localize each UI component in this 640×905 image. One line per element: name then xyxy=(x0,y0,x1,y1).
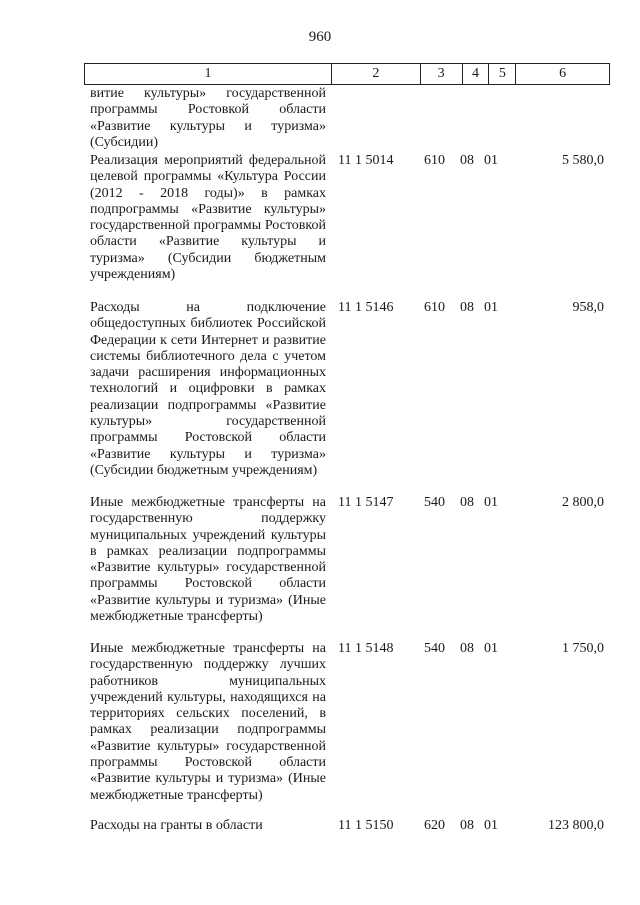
row-subsection: 01 xyxy=(484,153,498,168)
row-section: 08 xyxy=(460,818,474,833)
header-col-4: 4 xyxy=(463,64,490,84)
header-col-1: 1 xyxy=(85,64,332,84)
row-target-code: 11 1 5014 xyxy=(338,153,394,168)
row-subsection: 01 xyxy=(484,641,498,656)
header-col-3: 3 xyxy=(421,64,463,84)
row-target-code: 11 1 5148 xyxy=(338,641,394,656)
row-section: 08 xyxy=(460,300,474,315)
row-expense-type: 540 xyxy=(424,495,445,510)
table-header xyxy=(84,63,610,85)
row-subsection: 01 xyxy=(484,818,498,833)
row-expense-type: 620 xyxy=(424,818,445,833)
row-target-code: 11 1 5147 xyxy=(338,495,394,510)
row-expense-type: 610 xyxy=(424,153,445,168)
row-target-code: 11 1 5146 xyxy=(338,300,394,315)
row-section: 08 xyxy=(460,153,474,168)
row-amount: 1 750,0 xyxy=(562,641,604,656)
header-col-5: 5 xyxy=(489,64,516,84)
row-subsection: 01 xyxy=(484,495,498,510)
row-target-code: 11 1 5150 xyxy=(338,818,394,833)
row-description: Расходы на гранты в области xyxy=(90,818,263,833)
row-expense-type: 610 xyxy=(424,300,445,315)
row-description: витие культуры» государственной программы Ростовкой области «Развитие культуры и туризма» (Субсидии) xyxy=(90,86,326,150)
page-number: 960 xyxy=(308,29,332,45)
row-description: Иные межбюджетные трансферты на государственную поддержку муниципальных учреждений культуры в рамках реализации подпрограммы «Развитие культуры» государственной программы Ростовской области «Развитие культуры и туризма» (Иные межбюджетные трансферты) xyxy=(90,495,326,625)
row-description: Иные межбюджетные трансферты на государственную поддержку лучших работников муниципальных учреждений культуры, находящихся на территориях сельских поселений, в рамках реализации подпрограммы «Развитие культуры» государственной программы Ростовской области «Развитие культуры и туризма» (Иные межбюджетные трансферты) xyxy=(90,641,326,803)
row-subsection: 01 xyxy=(484,300,498,315)
row-amount: 958,0 xyxy=(572,300,604,315)
row-amount: 5 580,0 xyxy=(562,153,604,168)
row-amount: 2 800,0 xyxy=(562,495,604,510)
row-description: Реализация мероприятий федеральной целевой программы «Культура России (2012 - 2018 годы)» в рамках подпрограммы «Развитие культуры» государственной программы Ростовкой области «Развитие культуры и туризма» (Субсидии бюджетным учреждениям) xyxy=(90,153,326,283)
row-expense-type: 540 xyxy=(424,641,445,656)
row-amount: 123 800,0 xyxy=(548,818,604,833)
row-section: 08 xyxy=(460,495,474,510)
row-section: 08 xyxy=(460,641,474,656)
row-description: Расходы на подключение общедоступных библиотек Российской Федерации к сети Интернет и развитие системы библиотечного дела с учетом задачи расширения информационных технологий и оцифровки в рамках реализации подпрограммы «Развитие культуры» государственной программы Ростовской области «Развитие культуры и туризма» (Субсидии бюджетным учреждениям) xyxy=(90,300,326,478)
header-col-6: 6 xyxy=(559,66,567,81)
header-col-2: 2 xyxy=(332,64,421,84)
